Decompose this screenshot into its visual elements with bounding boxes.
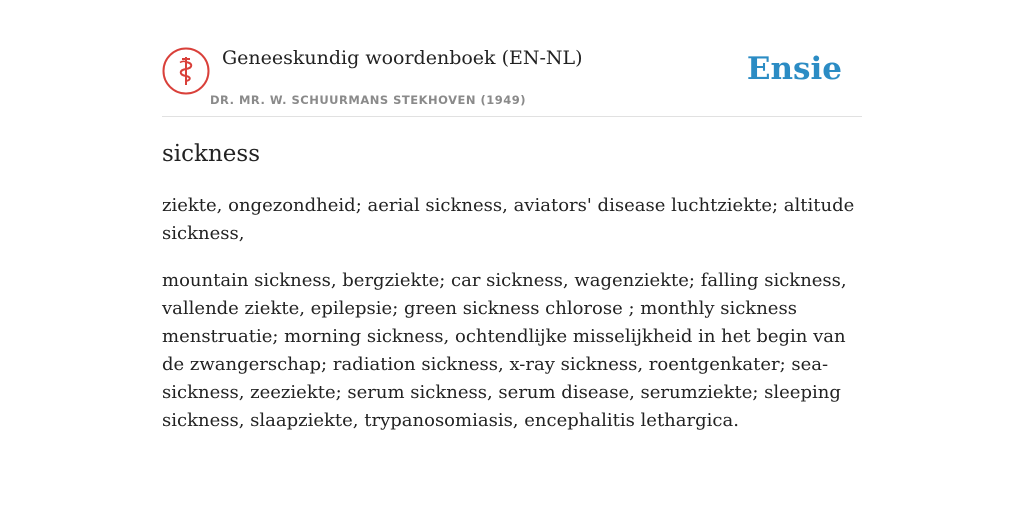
brand-logo[interactable]: Ensie <box>746 51 842 87</box>
caduceus-icon[interactable] <box>162 47 210 95</box>
definition-paragraph: mountain sickness, bergziekte; car sickness, wagenziekte; falling sickness, vallende ziekte, epilepsie; green sickness chlorose ; monthly sickness menstruatie; morning sickness, ochtendlijke misselijkheid in het begin van de zwangerschap; radiation sickness, x-ray sickness, roentgenkater; sea-sickness, zeeziekte; serum sickness, serum disease, serumziekte; sleeping sickness, slaapziekte, trypanosomiasis, encephalitis lethargica. <box>162 270 847 431</box>
entry-headword: sickness <box>162 141 261 167</box>
dictionary-title[interactable]: Geneeskundig woordenboek (EN-NL) <box>222 47 583 69</box>
entry-definition <box>162 192 862 454</box>
header <box>162 0 862 117</box>
definition-paragraph: ziekte, ongezondheid; aerial sickness, aviators' disease luchtziekte; altitude sickness, <box>162 195 855 244</box>
dictionary-author: DR. MR. W. SCHUURMANS STEKHOVEN (1949) <box>210 93 527 107</box>
page-container <box>162 0 862 431</box>
